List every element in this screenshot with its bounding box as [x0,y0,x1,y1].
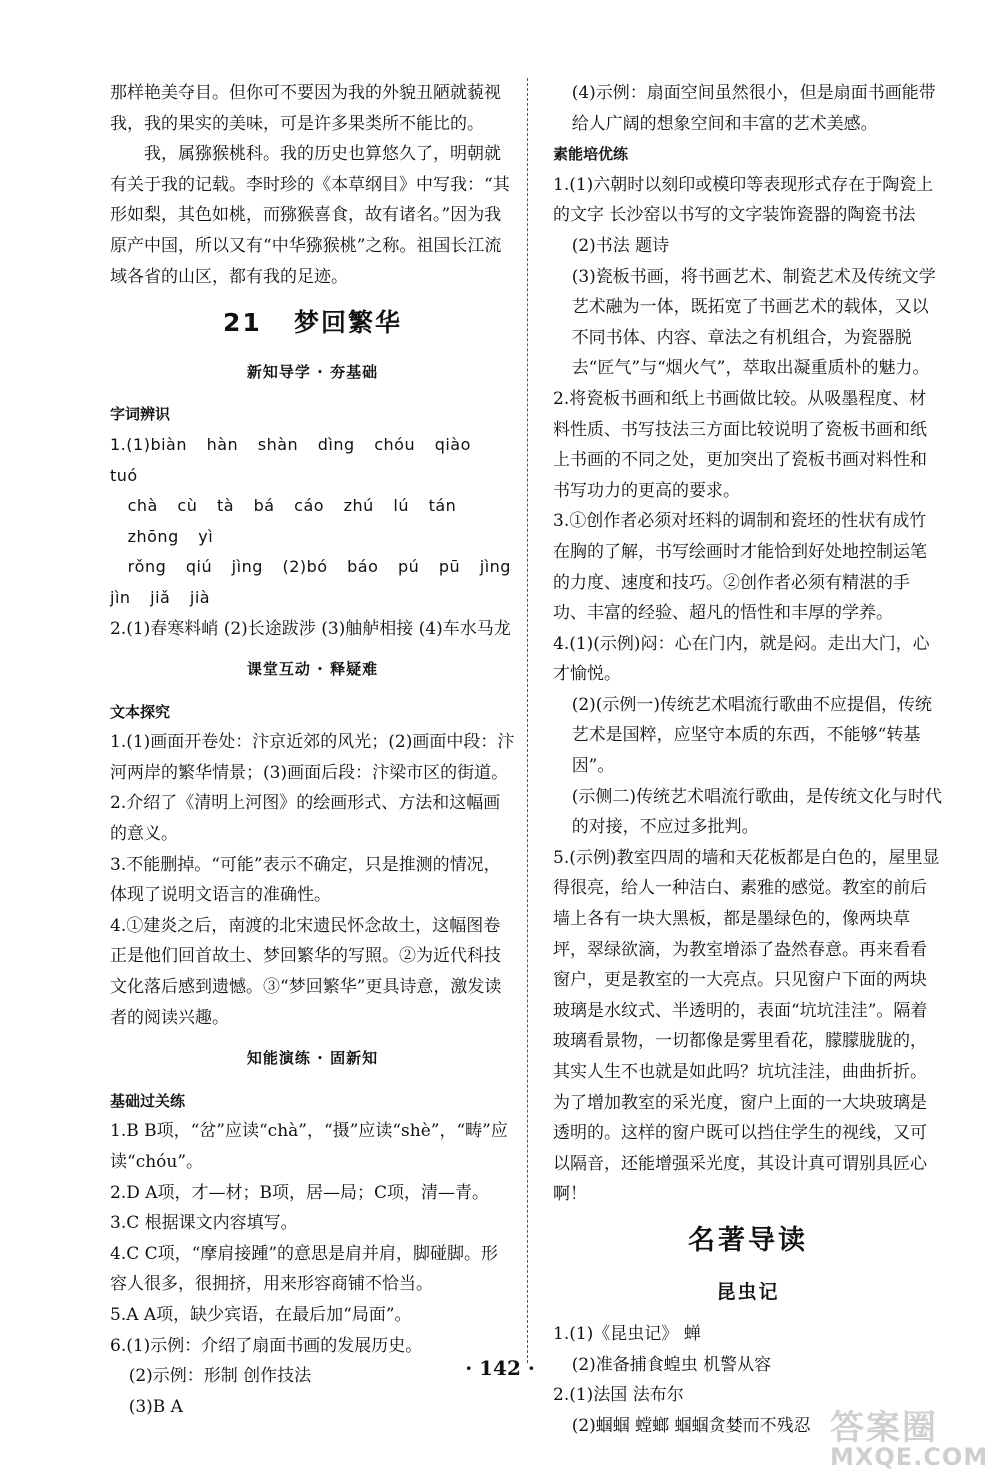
pinyin-line-4: jìn jiǎ jià [110,587,211,607]
book-answer-2-1: 2.(1)法国 法布尔 [553,1385,684,1406]
subhead-zici: 字词辨识 [110,405,171,424]
intro-paragraph-2: 我，属猕猴桃科。我的历史也算悠久了，明朝就有关于我的记载。李时珍的《本草纲目》中写我：“其形如梨，其色如桃，而猕猴喜食，故有诸名。”因为我原产中国，所以又有“中华猕猴桃”之称。祖国长江流域各省的山区，都有我的足迹。 [110,144,510,287]
right-column [553,78,943,1442]
basic-answer-6-2: (2)示例：形制 创作技法 [128,1366,312,1387]
lesson-number: 21 [223,308,262,338]
basic-answer-3: 3.C 根据课文内容填写。 [110,1213,298,1234]
basic-answer-6-3: (3)B A [128,1396,183,1417]
advanced-answer-4-3: (示侧二)传统艺术唱流行歌曲，是传统文化与时代的对接，不应过多批判。 [571,786,942,838]
basic-answer-2: 2.D A项，才—材；B项，居—局；C项，清—青。 [110,1182,490,1203]
watermark-cn: 答案圈 [830,1408,938,1448]
basic-answer-1: 1.B B项，“岔”应读“chà”，“摄”应读“shè”，“畴”应读“chóu”。 [110,1121,508,1172]
subhead-suneng: 素能培优练 [553,145,629,164]
advanced-answer-1-3: (3)瓷板书画，将书画艺术、制瓷艺术及传统文学艺术融为一体，既拓宽了书画艺术的载体，又以不同书体、内容、章法之有机组合，为瓷器脱去“匠气”与“烟火气”，萃取出凝重质朴的魅力。 [571,266,936,379]
page-number: · 142 · [465,1356,535,1380]
advanced-answer-2: 2.将瓷板书画和纸上书画做比较。从吸墨程度、材料性质、书写技法三方面比较说明了瓷板书画和纸上书画的不同之处，更加突出了瓷板书画对料性和书写功力的更高的要求。 [553,388,927,501]
advanced-answer-4-1: 4.(1)(示例)闷：心在门内，就是闷。走出大门，心才愉悦。 [553,633,930,685]
left-column [110,78,515,1422]
section-title-zhineng: 知能演练 · 固新知 [246,1049,379,1068]
subhead-wenben: 文本探究 [110,702,171,721]
section-title-ketang: 课堂互动 · 释疑难 [246,660,379,679]
text-answer-4: 4.①建炎之后，南渡的北宋遗民怀念故土，这幅图卷正是他们回首故土、梦回繁华的写照。②为近代科技文化落后感到遗憾。③“梦回繁华”更具诗意，激发读者的阅读兴趣。 [110,915,502,1028]
pinyin-line-2: chà cù tà bá cáo zhú lú tán zhōng yì [127,496,457,546]
book-title: 昆虫记 [716,1280,780,1303]
intro-paragraph-1: 那样艳美夺目。但你可不要因为我的外貌丑陋就藐视我，我的果实的美味，可是许多果类所不能比的。 [110,83,501,134]
advanced-answer-1-2: (2)书法 题诗 [571,235,670,256]
book-answer-2-2: (2)蝈蝈 螳螂 蝈蝈贪婪而不残忍 [571,1415,811,1436]
text-answer-3: 3.不能删掉。“可能”表示不确定，只是推测的情况，体现了说明文语言的准确性。 [110,854,501,906]
lesson-title [110,308,515,339]
basic-answer-5: 5.A A项，缺少宾语，在最后加“局面”。 [110,1304,412,1325]
basic-answer-6-1: 6.(1)示例：介绍了扇面书画的发展历史。 [110,1335,423,1356]
book-answer-1-1: 1.(1)《昆虫记》 蝉 [553,1324,701,1345]
column-divider [527,78,528,1363]
advanced-answer-3: 3.①创作者必须对坯料的调制和瓷坯的性状有成竹在胸的了解，书写绘画时才能恰到好处地控制运笔的力度、速度和技巧。②创作者必须有精湛的手功、丰富的经验、超凡的悟性和丰厚的学养。 [553,511,927,624]
pinyin-line-3: rǒng qiú jìng (2)bó báo pú pū jìng [127,557,511,577]
advanced-answer-1-1: 1.(1)六朝时以刻印或模印等表现形式存在于陶瓷上的文字 长沙窑以书写的文字装饰瓷器的陶瓷书法 [553,174,934,226]
text-answer-2: 2.介绍了《清明上河图》的绘画形式、方法和这幅画的意义。 [110,793,501,845]
basic-answer-4: 4.C C项，“摩肩接踵”的意思是肩并肩，脚碰脚。形容人很多，很拥挤，用来形容商铺不恰当。 [110,1243,499,1295]
pinyin-answer [110,430,515,614]
section-title-xinzhi: 新知导学 · 夯基础 [246,362,379,381]
lesson-name: 梦回繁华 [293,308,402,338]
watermark-en: MXQE.COM [830,1443,989,1471]
text-answer-1: 1.(1)画面开卷处：汴京近郊的风光；(2)画面中段：汴河两岸的繁华情景；(3)画面后段：汴梁市区的街道。 [110,732,515,783]
advanced-answer-5: 5.(示例)教室四周的墙和天花板都是白色的，屋里显得很亮，给人一种洁白、素雅的感觉。教室的前后墙上各有一块大黑板，都是墨绿色的，像两块草坪，翠绿欲滴，为教室增添了盎然春意。再来看看窗户，更是教室的一大亮点。只见窗户下面的两块玻璃是水纹式、半透明的，表面“坑坑洼洼”。隔着玻璃看景物，一切都像是雾里看花，朦朦胧胧的，其实人生不也就是如此吗？坑坑洼洼，曲曲折折。为了增加教室的采光度，窗户上面的一大块玻璃是透明的。这样的窗户既可以挡住学生的视线，又可以隔音，还能增强采光度，其设计真可谓别具匠心啊！ [553,847,940,1205]
watermark-logo [830,1400,989,1471]
pinyin-line-1: 1.(1)biàn hàn shàn dìng chóu qiào tuó [110,434,471,485]
book-answer-1-2: (2)准备捕食蝗虫 机警从容 [571,1354,772,1375]
answer-6-4: (4)示例：扇面空间虽然很小，但是扇面书画能带给人广阔的想象空间和丰富的艺术美感。 [571,83,936,134]
idiom-answer: 2.(1)春寒料峭 (2)长途跋涉 (3)舳舻相接 (4)车水马龙 [110,618,511,639]
subhead-jichu: 基础过关练 [110,1091,186,1110]
advanced-answer-4-2: (2)(示例一)传统艺术唱流行歌曲不应提倡，传统艺术是国粹，应坚守本质的东西，不能够“转基因”。 [571,694,933,777]
classics-reading-title: 名著导读 [688,1224,808,1256]
